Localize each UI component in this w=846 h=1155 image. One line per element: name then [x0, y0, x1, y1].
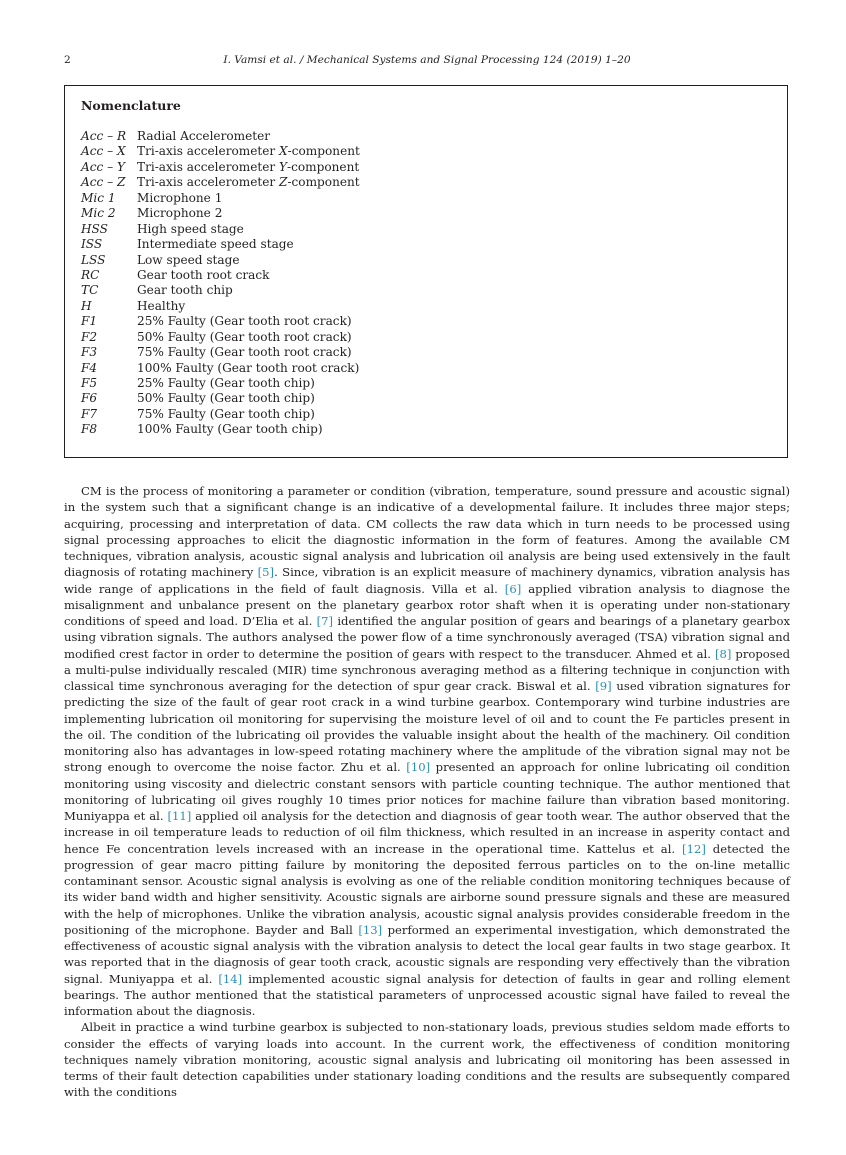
- nomenclature-abbr: F7: [81, 406, 98, 421]
- body-text-run: identified the angular position of gears and bearings of a planetary gearbox using vibration signals. The authors analysed the power flow of a time synchronously averaged (TSA) vibration signal and modified crest factor in order to determine the position of gears with respect to the transducer. Ahmed et al.: [64, 614, 790, 661]
- nomenclature-item: [81, 191, 360, 206]
- body-text-run: detected the progression of gear macro pitting failure by monitoring the deposited ferrous particles on to the on-line metallic contaminant sensor. Acoustic signal analysis is evolving as one of the reliable condition monitoring techniques because of its wider band width and higher sensitivity. Acoustic signals are airborne sound pressure signals and these are measured with the help of microphones. Unlike the vibration analysis, acoustic signal analysis provides considerable freedom in the positioning of the microphone. Bayder and Ball: [64, 841, 790, 937]
- nomenclature-abbr: Acc – Z: [81, 175, 126, 190]
- nomenclature-item: [81, 160, 360, 175]
- nomenclature-desc: High speed stage: [137, 221, 244, 236]
- citation-link[interactable]: [8]: [714, 646, 732, 661]
- nomenclature-item: [81, 253, 360, 268]
- nomenclature-item: [81, 361, 360, 376]
- body-text-run: performed an experimental investigation, which demonstrated the effectiveness of acoustic signal analysis with the vibration analysis to detect the local gear faults in two stage gearbox. It was reported that in the diagnosis of gear tooth crack, acoustic signals are responding very effectively than the vibration signal. Muniyappa et al.: [64, 922, 790, 986]
- nomenclature-desc: 25% Faulty (Gear tooth root crack): [137, 314, 352, 329]
- body-text-run: applied oil analysis for the detection and diagnosis of gear tooth wear. The author observed that the increase in oil temperature leads to reduction of oil film thickness, which resulted in an increase in asperity contact and hence Fe concentration levels increased with an increase in the operational time. Kattelus et al.: [64, 809, 790, 856]
- citation-link[interactable]: [14]: [218, 971, 243, 986]
- page-number: 2: [64, 54, 71, 66]
- nomenclature-desc-suffix: -component: [287, 159, 360, 174]
- nomenclature-desc: 50% Faulty (Gear tooth chip): [137, 391, 315, 406]
- nomenclature-abbr: HSS: [81, 221, 108, 236]
- nomenclature-axis: Z: [279, 175, 288, 190]
- nomenclature-item: [81, 407, 360, 422]
- nomenclature-desc: Microphone 2: [137, 206, 223, 221]
- nomenclature-item: [81, 268, 360, 283]
- citation-link[interactable]: [10]: [406, 760, 431, 775]
- nomenclature-list: [81, 129, 360, 438]
- nomenclature-desc: Tri-axis accelerometer: [137, 175, 280, 190]
- nomenclature-abbr: RC: [81, 267, 100, 282]
- nomenclature-item: [81, 175, 360, 190]
- citation-link[interactable]: [11]: [167, 809, 192, 823]
- nomenclature-desc: 100% Faulty (Gear tooth chip): [137, 422, 323, 437]
- nomenclature-title: Nomenclature: [81, 98, 181, 113]
- nomenclature-item: [81, 422, 360, 437]
- body-paragraph-1: [64, 483, 790, 1019]
- nomenclature-abbr: Mic 2: [81, 206, 116, 221]
- nomenclature-desc: 100% Faulty (Gear tooth root crack): [137, 360, 360, 375]
- nomenclature-desc: Gear tooth chip: [137, 283, 233, 298]
- citation-link[interactable]: [7]: [316, 614, 334, 628]
- nomenclature-item: [81, 129, 360, 144]
- nomenclature-desc: Tri-axis accelerometer: [137, 159, 280, 174]
- nomenclature-item: [81, 391, 360, 406]
- nomenclature-desc: Healthy: [137, 298, 186, 313]
- body-text-run: CM is the process of monitoring a parameter or condition (vibration, temperature, sound pressure and acoustic signal) in the system such that a significant change is an indicative of a developmental failure. It includes three major steps; acquiring, processing and interpretation of data. CM collects the raw data which in turn needs to be processed using signal processing approaches to elicit the diagnostic information in the form of features. Among the available CM techniques, vibration analysis, acoustic signal analysis and lubrication oil analysis are being used extensively in the fault diagnosis of rotating machinery: [64, 484, 790, 580]
- body-text-run: used vibration signatures for predicting the size of the fault of gear root crack in a wind turbine gearbox. Contemporary wind turbine industries are implementing lubrication oil monitoring for supervising the moisture level of oil and to count the Fe particles present in the oil. The condition of the lubricating oil provides the valuable insight about the health of the machinery. Oil condition monitoring also has advantages in low-speed rotating machinery where the amplitude of the vibration signal may not be strong enough to overcome the noise factor. Zhu et al.: [64, 679, 790, 775]
- nomenclature-abbr: F6: [81, 391, 98, 406]
- nomenclature-abbr: F1: [81, 314, 98, 329]
- nomenclature-item: [81, 237, 360, 252]
- nomenclature-desc: Microphone 1: [137, 190, 223, 205]
- nomenclature-desc: 75% Faulty (Gear tooth root crack): [137, 345, 352, 360]
- nomenclature-desc: 50% Faulty (Gear tooth root crack): [137, 329, 352, 344]
- nomenclature-abbr: Acc – X: [81, 144, 126, 159]
- nomenclature-desc: Low speed stage: [137, 252, 240, 267]
- nomenclature-axis: X: [279, 144, 288, 159]
- nomenclature-abbr: Acc – Y: [81, 159, 125, 174]
- nomenclature-abbr: ISS: [81, 237, 103, 252]
- body-text-run: implemented acoustic signal analysis for detection of faults in gear and rolling element bearings. The author mentioned that the statistical parameters of unprocessed acoustic signal have failed to reveal the information about the diagnosis.: [64, 971, 790, 1018]
- nomenclature-item: [81, 206, 360, 221]
- nomenclature-abbr: H: [81, 298, 92, 313]
- nomenclature-desc: Radial Accelerometer: [137, 129, 271, 143]
- nomenclature-abbr: F5: [81, 376, 98, 390]
- citation-link[interactable]: [12]: [682, 841, 706, 856]
- nomenclature-abbr: F4: [81, 360, 98, 375]
- nomenclature-desc-suffix: -component: [287, 144, 360, 159]
- nomenclature-desc: Intermediate speed stage: [137, 237, 294, 252]
- nomenclature-item: [81, 330, 360, 345]
- body-text-run: . Since, vibration is an explicit measure of machinery dynamics, vibration analysis has wide range of applications in the field of fault diagnosis. Villa et al.: [64, 565, 790, 596]
- body-text-run: presented an approach for online lubricating oil condition monitoring using viscosity and dielectric constant sensors with particle counting technique. The author mentioned that monitoring of lubricating oil gives roughly 10 times prior notices for machine failure than vibration based monitoring. Muniyappa et al.: [64, 760, 790, 823]
- running-title: I. Vamsi et al. / Mechanical Systems and Signal Processing 124 (2019) 1–20: [223, 54, 631, 66]
- nomenclature-item: [81, 345, 360, 360]
- citation-link[interactable]: [9]: [595, 679, 612, 693]
- nomenclature-item: [81, 222, 360, 237]
- page-header: [64, 53, 790, 67]
- nomenclature-axis: Y: [279, 159, 288, 174]
- citation-link[interactable]: [5]: [257, 565, 275, 580]
- nomenclature-item: [81, 283, 360, 298]
- body-text-run: proposed a multi-pulse individually rescaled (MIR) time synchronous averaging method as a filtering technique in conjunction with classical time synchronous averaging for the detection of spur gear crack. Biswal et al.: [64, 646, 790, 693]
- nomenclature-abbr: F2: [81, 329, 98, 344]
- nomenclature-item: [81, 299, 360, 314]
- nomenclature-abbr: F3: [81, 345, 98, 360]
- nomenclature-desc: 75% Faulty (Gear tooth chip): [137, 406, 315, 421]
- nomenclature-desc: 25% Faulty (Gear tooth chip): [137, 376, 315, 390]
- nomenclature-item: [81, 144, 360, 159]
- body-text: [64, 483, 790, 1101]
- body-paragraph-2: Albeit in practice a wind turbine gearbox is subjected to non-stationary loads, previous studies seldom made efforts to consider the effects of varying loads into account. In the current work, the effectiveness of condition monitoring techniques namely vibration monitoring, acoustic signal analysis and lubricating oil monitoring has been assessed in terms of their fault detection capabilities under stationary loading conditions and the results are subsequently compared with the conditions: [64, 1020, 790, 1100]
- citation-link[interactable]: [6]: [504, 581, 522, 596]
- body-text-run: applied vibration analysis to diagnose the misalignment and unbalance present on the planetary gearbox rotor shaft when it is operating under non-stationary conditions of speed and load. D’Elia et al.: [64, 581, 790, 628]
- nomenclature-abbr: TC: [81, 283, 99, 298]
- nomenclature-desc: Gear tooth root crack: [137, 267, 270, 282]
- nomenclature-box: [64, 85, 788, 458]
- nomenclature-item: [81, 314, 360, 329]
- nomenclature-abbr: Acc – R: [81, 129, 127, 143]
- nomenclature-desc: Tri-axis accelerometer: [137, 144, 280, 159]
- nomenclature-item: [81, 376, 360, 391]
- citation-link[interactable]: [13]: [358, 922, 383, 937]
- nomenclature-desc-suffix: -component: [287, 175, 360, 190]
- nomenclature-abbr: Mic 1: [81, 190, 116, 205]
- nomenclature-abbr: F8: [81, 422, 98, 437]
- nomenclature-abbr: LSS: [81, 252, 106, 267]
